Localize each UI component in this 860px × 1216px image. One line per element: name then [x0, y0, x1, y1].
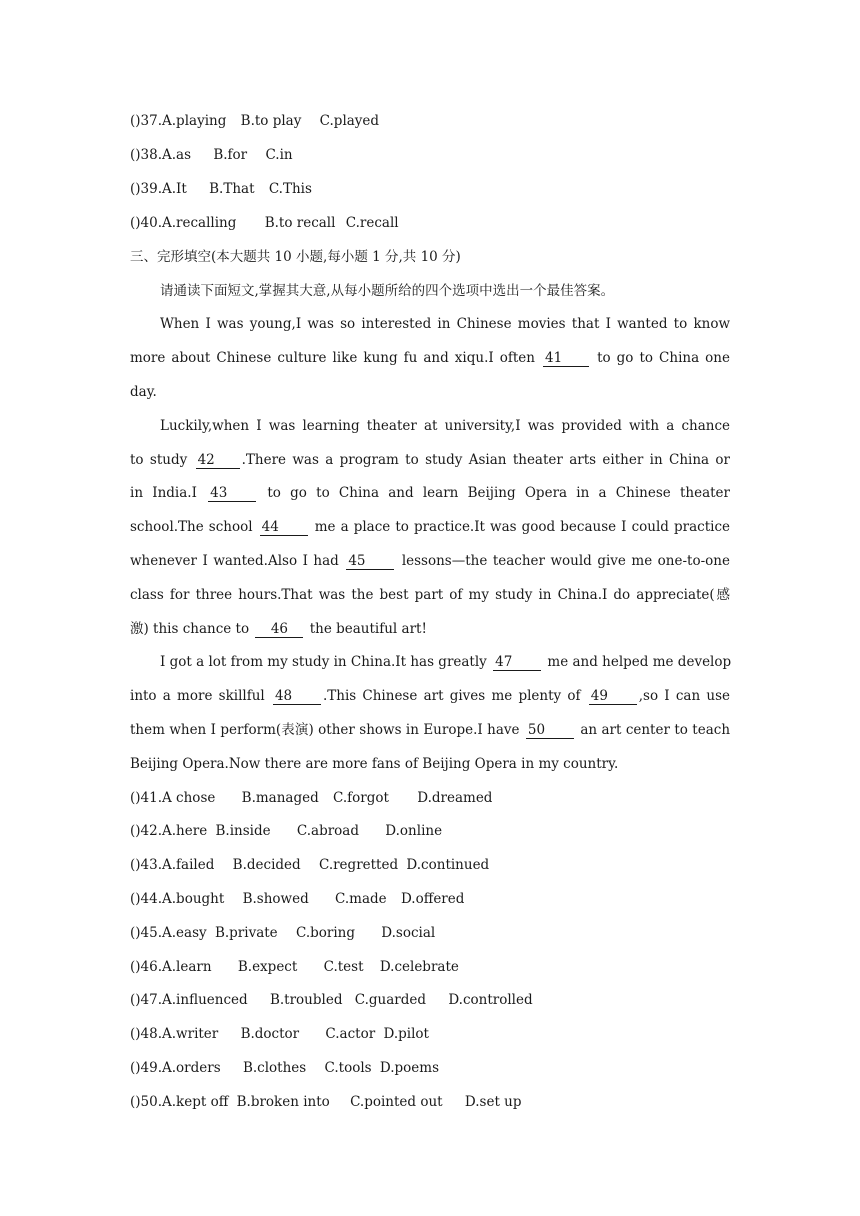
- option-d: D.social: [381, 925, 436, 941]
- option-d: D.set up: [464, 1094, 522, 1110]
- option-c: C.forgot: [333, 790, 389, 806]
- option-a: A.influenced: [162, 992, 248, 1008]
- option-a: A.recalling: [162, 215, 237, 231]
- blank-47: 47: [493, 654, 541, 671]
- question-50: [130, 1091, 730, 1113]
- question-49: [130, 1057, 730, 1079]
- option-d: D.continued: [406, 857, 490, 873]
- blank-42: 42: [196, 452, 240, 469]
- question-43: [130, 854, 730, 876]
- question-number: ()39.: [130, 181, 163, 197]
- option-c: C.played: [319, 113, 380, 129]
- option-b: B.inside: [215, 823, 271, 839]
- passage-text: into a more skillful: [130, 688, 265, 704]
- question-37: [130, 110, 730, 132]
- option-b: B.decided: [232, 857, 301, 873]
- option-a: A.as: [162, 147, 192, 163]
- option-c: C.recall: [345, 215, 399, 231]
- blank-43: 43: [208, 485, 256, 502]
- passage-text: an art center to teach: [580, 722, 731, 738]
- blank-44: 44: [260, 519, 308, 536]
- blank-48: 48: [273, 688, 321, 705]
- option-b: B.doctor: [240, 1026, 300, 1042]
- passage-text: them when I perform(表演) other shows in Europe.I have: [130, 722, 520, 738]
- option-c: C.tools: [324, 1060, 372, 1076]
- passage-text: in India.I: [130, 485, 197, 501]
- passage-line: [130, 719, 730, 741]
- passage-text: more about Chinese culture like kung fu and xiqu.I often: [130, 350, 535, 366]
- option-a: A.bought: [162, 891, 225, 907]
- option-d: D.celebrate: [379, 959, 459, 975]
- passage-line: [130, 347, 730, 369]
- passage-line: When I was young,I was so interested in Chinese movies that I wanted to know: [160, 316, 730, 332]
- option-d: D.dreamed: [417, 790, 493, 806]
- option-a: A.failed: [162, 857, 215, 873]
- question-number: ()38.: [130, 147, 163, 163]
- option-d: D.pilot: [383, 1026, 429, 1042]
- option-a: A.writer: [162, 1026, 219, 1042]
- passage-text: to study: [130, 452, 188, 468]
- option-d: D.online: [385, 823, 443, 839]
- option-d: D.poems: [379, 1060, 440, 1076]
- passage-text: 激) this chance to: [130, 621, 250, 637]
- option-b: B.private: [214, 925, 278, 941]
- passage-text: lessons—the teacher would give me one-to-one: [401, 553, 730, 569]
- passage-text: me a place to practice.It was good because I could practice: [314, 519, 730, 535]
- option-b: B.broken into: [236, 1094, 330, 1110]
- passage-line: Luckily,when I was learning theater at university,I was provided with a chance: [160, 418, 730, 434]
- question-42: [130, 820, 730, 842]
- question-number: ()42.: [130, 823, 163, 839]
- blank-45: 45: [346, 553, 394, 570]
- passage-line: [160, 651, 730, 673]
- passage-line: [130, 516, 730, 538]
- option-c: C.guarded: [354, 992, 427, 1008]
- section-instruction: 请通读下面短文,掌握其大意,从每小题所给的四个选项中选出一个最佳答案。: [160, 283, 615, 299]
- passage-text: me and helped me develop: [547, 654, 732, 670]
- question-number: ()46.: [130, 959, 163, 975]
- passage-text: the beautiful art!: [309, 621, 427, 637]
- option-b: B.troubled: [269, 992, 343, 1008]
- question-number: ()40.: [130, 215, 163, 231]
- passage-line: class for three hours.That was the best part of my study in China.I do appreciate(感: [130, 587, 730, 603]
- question-46: [130, 956, 730, 978]
- question-38: [130, 144, 730, 166]
- passage-text: to go to China one: [597, 350, 730, 366]
- passage-line: [130, 618, 730, 640]
- question-number: ()43.: [130, 857, 163, 873]
- question-number: ()47.: [130, 992, 163, 1008]
- option-b: B.managed: [241, 790, 319, 806]
- blank-46: 46: [255, 621, 303, 638]
- question-45: [130, 922, 730, 944]
- option-a: A.playing: [162, 113, 227, 129]
- option-a: A chose: [162, 790, 216, 806]
- option-a: A.learn: [162, 959, 212, 975]
- option-a: A.here: [162, 823, 208, 839]
- question-number: ()48.: [130, 1026, 163, 1042]
- passage-text: to go to China and learn Beijing Opera in a Chinese theater: [267, 485, 730, 501]
- passage-line: [130, 482, 730, 504]
- option-c: C.boring: [295, 925, 355, 941]
- option-c: C.regretted: [318, 857, 399, 873]
- option-b: B.to recall: [264, 215, 336, 231]
- option-b: B.clothes: [242, 1060, 307, 1076]
- passage-line: [130, 449, 730, 471]
- question-number: ()45.: [130, 925, 163, 941]
- option-b: B.That: [209, 181, 255, 197]
- section-heading: 三、完形填空(本大题共 10 小题,每小题 1 分,共 10 分): [130, 249, 461, 265]
- passage-text: ,so I can use: [638, 688, 730, 704]
- option-c: C.This: [268, 181, 312, 197]
- option-c: C.test: [323, 959, 364, 975]
- option-d: D.offered: [400, 891, 465, 907]
- passage-text: whenever I wanted.Also I had: [130, 553, 339, 569]
- option-a: A.easy: [162, 925, 207, 941]
- question-41: [130, 787, 730, 809]
- question-47: [130, 989, 730, 1011]
- question-40: [130, 212, 730, 234]
- question-number: ()49.: [130, 1060, 163, 1076]
- passage-text: I got a lot from my study in China.It has greatly: [160, 654, 487, 670]
- question-number: ()41.: [130, 790, 163, 806]
- passage-line: [130, 550, 730, 572]
- option-b: B.expect: [237, 959, 298, 975]
- question-number: ()37.: [130, 113, 163, 129]
- option-b: B.for: [213, 147, 248, 163]
- question-44: [130, 888, 730, 910]
- option-c: C.abroad: [296, 823, 359, 839]
- option-c: C.in: [265, 147, 293, 163]
- blank-50: 50: [526, 722, 574, 739]
- passage-line: day.: [130, 384, 157, 400]
- option-c: C.pointed out: [350, 1094, 443, 1110]
- passage-text: school.The school: [130, 519, 253, 535]
- option-b: B.to play: [240, 113, 302, 129]
- option-a: A.kept off: [162, 1094, 229, 1110]
- question-number: ()44.: [130, 891, 163, 907]
- question-number: ()50.: [130, 1094, 163, 1110]
- blank-41: 41: [543, 350, 589, 367]
- question-48: [130, 1023, 730, 1045]
- option-c: C.actor: [325, 1026, 376, 1042]
- passage-text: .This Chinese art gives me plenty of: [322, 688, 581, 704]
- passage-line: [130, 685, 730, 707]
- passage-text: .There was a program to study Asian theater arts either in China or: [241, 452, 731, 468]
- option-a: A.It: [162, 181, 187, 197]
- question-39: [130, 178, 730, 200]
- option-a: A.orders: [162, 1060, 221, 1076]
- option-b: B.showed: [242, 891, 309, 907]
- passage-line: Beijing Opera.Now there are more fans of Beijing Opera in my country.: [130, 756, 619, 772]
- option-c: C.made: [335, 891, 387, 907]
- option-d: D.controlled: [448, 992, 533, 1008]
- blank-49: 49: [589, 688, 637, 705]
